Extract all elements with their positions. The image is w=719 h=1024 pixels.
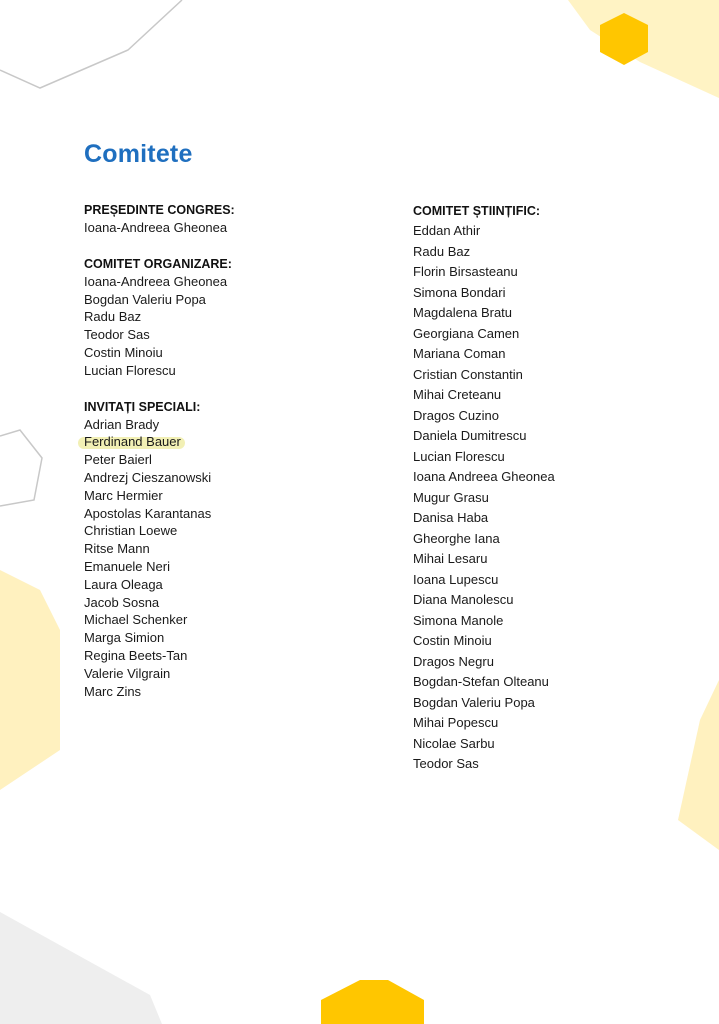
list-item: Mihai Lesaru — [413, 551, 488, 566]
name-list — [84, 416, 344, 701]
list-item: Mihai Popescu — [413, 715, 499, 730]
list-item: Ioana Andreea Gheonea — [413, 469, 555, 484]
list-item: Mugur Grasu — [413, 489, 489, 505]
list-item: Radu Baz — [413, 243, 471, 259]
list-item: Valerie Vilgrain — [84, 665, 171, 681]
list-item: Nicolae Sarbu — [413, 735, 495, 751]
list-item: Georgiana Camen — [413, 325, 520, 341]
list-item: Teodor Sas — [413, 756, 479, 771]
list-item: Michael Schenker — [84, 612, 188, 628]
section-comitet-stiintific — [413, 201, 693, 775]
right-column — [413, 201, 693, 793]
list-item: Gheorghe Iana — [413, 530, 500, 546]
list-item: Mariana Coman — [413, 346, 506, 361]
list-item: Andrezj Cieszanowski — [84, 469, 212, 485]
list-item: Marga Simion — [84, 630, 165, 646]
list-item: Adrian Brady — [84, 416, 160, 432]
list-item-highlighted — [84, 433, 344, 451]
list-item: Dragos Negru — [413, 653, 494, 669]
list-item: Lucian Florescu — [413, 448, 505, 464]
highlighted-name: Ferdinand Bauer — [84, 434, 181, 450]
list-item: Dragos Cuzino — [413, 407, 499, 423]
name-list — [84, 219, 344, 237]
list-item: Costin Minoiu — [413, 633, 492, 648]
list-item: Emanuele Neri — [84, 558, 170, 574]
name-list — [84, 273, 344, 380]
list-item: Costin Minoiu — [84, 344, 163, 360]
section-invitati-speciali — [84, 398, 344, 701]
list-item: Ioana Lupescu — [413, 571, 499, 587]
hexagon-light-yellow-left — [0, 570, 60, 790]
hexagon-gray-bottom-left — [0, 912, 162, 1024]
section-heading: INVITAȚI SPECIALI: — [84, 399, 201, 414]
list-item: Simona Manole — [413, 612, 504, 628]
page-title: Comitete — [84, 140, 193, 168]
list-item: Lucian Florescu — [84, 362, 176, 378]
list-item: Regina Beets-Tan — [84, 647, 188, 663]
list-item: Magdalena Bratu — [413, 305, 513, 320]
list-item: Bogdan Valeriu Popa — [84, 291, 206, 307]
list-item: Jacob Sosna — [84, 594, 160, 610]
list-item: Eddan Athir — [413, 223, 481, 238]
section-comitet-organizare — [84, 255, 344, 380]
list-item: Christian Loewe — [84, 523, 178, 539]
list-item: Florin Birsasteanu — [413, 264, 518, 279]
list-item: Mihai Creteanu — [413, 387, 502, 402]
list-item: Peter Baierl — [84, 452, 152, 468]
list-item: Bogdan-Stefan Olteanu — [413, 674, 549, 689]
list-item: Simona Bondari — [413, 284, 506, 300]
list-item: Laura Oleaga — [84, 576, 163, 592]
list-item: Cristian Constantin — [413, 366, 523, 382]
list-item: Ioana-Andreea Gheonea — [84, 273, 228, 289]
hexagon-yellow-bottom — [321, 980, 424, 1024]
list-item: Ritse Mann — [84, 541, 150, 557]
name-list — [413, 221, 693, 775]
list-item: Diana Manolescu — [413, 592, 514, 607]
section-presedinte-congres — [84, 201, 344, 237]
hexagon-outline-top-left — [0, 0, 182, 88]
hexagon-outline-left — [0, 430, 42, 506]
list-item: Apostolas Karantanas — [84, 505, 212, 521]
list-item: Marc Zins — [84, 683, 142, 699]
list-item: Teodor Sas — [84, 327, 150, 343]
list-item: Radu Baz — [84, 309, 142, 325]
list-item: Marc Hermier — [84, 487, 163, 503]
section-heading: PREȘEDINTE CONGRES: — [84, 203, 235, 217]
section-heading: COMITET ORGANIZARE: — [84, 256, 232, 271]
list-item: Danisa Haba — [413, 510, 489, 525]
left-column — [84, 201, 344, 718]
list-item: Bogdan Valeriu Popa — [413, 694, 535, 710]
list-item: Ioana-Andreea Gheonea — [84, 220, 228, 235]
section-heading: COMITET ȘTIINȚIFIC: — [413, 204, 541, 218]
list-item: Daniela Dumitrescu — [413, 428, 527, 443]
